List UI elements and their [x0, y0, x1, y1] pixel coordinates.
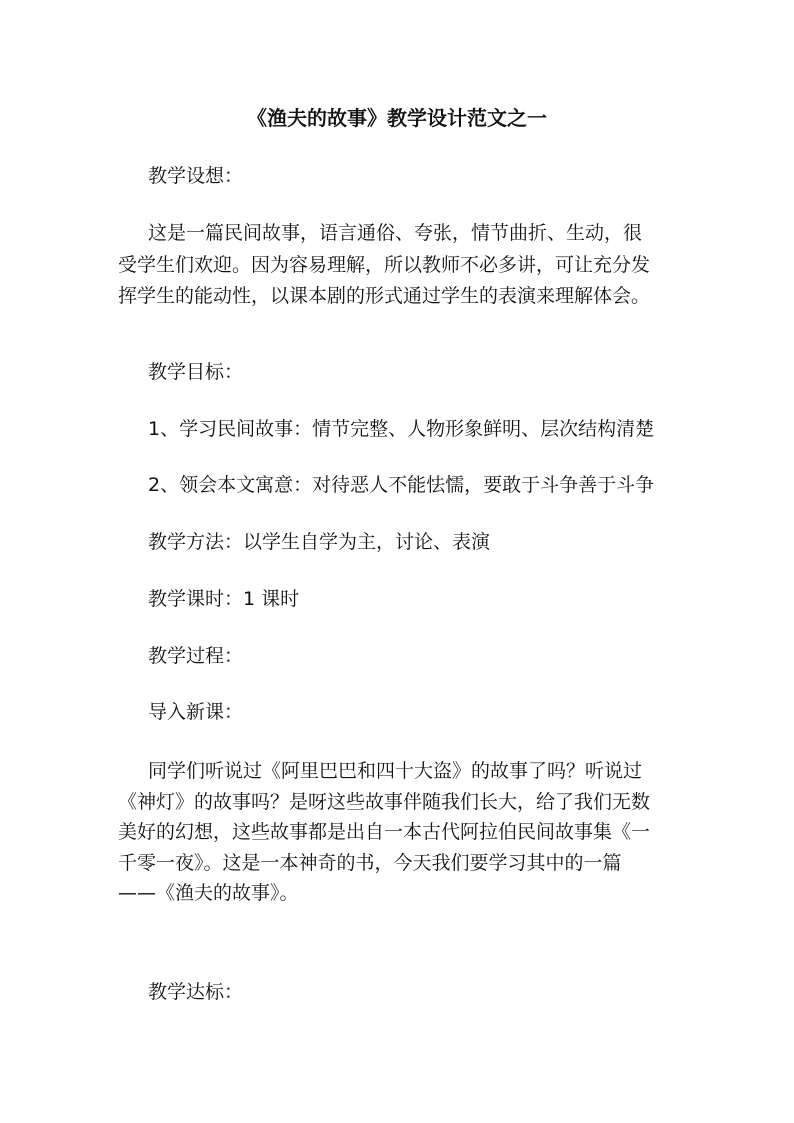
goal-item-2: 2、领会本文寓意：对待恶人不能怯懦，要敢于斗争善于斗争: [148, 474, 655, 496]
text-line: 挥学生的能动性，以课本剧的形式通过学生的表演来理解体会。: [118, 285, 651, 307]
paragraph-intro: [118, 756, 676, 909]
document-title: 《渔夫的故事》教学设计范文之一: [247, 106, 547, 130]
text-line: 这是一篇民间故事，语言通俗、夸张，情节曲折、生动，很: [148, 222, 643, 244]
heading-achievement: 教学达标：: [148, 981, 244, 1003]
paragraph-teaching-idea: [118, 218, 676, 313]
text-line: 千零一夜》。这是一本神奇的书，今天我们要学习其中的一篇: [118, 851, 622, 874]
teaching-hours: 教学课时：1 课时: [148, 588, 300, 610]
text-line: 同学们听说过《阿里巴巴和四十大盗》的故事了吗？听说过: [148, 760, 643, 782]
text-line: 《神灯》的故事吗？是呀这些故事伴随我们长大，给了我们无数: [118, 790, 651, 813]
heading-teaching-process: 教学过程：: [148, 645, 244, 667]
text-line: ——《渔夫的故事》。: [118, 882, 299, 904]
text-line: 受学生们欢迎。因为容易理解，所以教师不必多讲，可让充分发: [118, 253, 651, 276]
goal-item-1: 1、学习民间故事：情节完整、人物形象鲜明、层次结构清楚: [148, 418, 655, 440]
heading-intro: 导入新课：: [148, 701, 244, 723]
teaching-method: 教学方法：以学生自学为主，讨论、表演: [148, 531, 491, 553]
text-line: 美好的幻想，这些故事都是出自一本古代阿拉伯民间故事集《一: [118, 821, 651, 843]
heading-teaching-idea: 教学设想：: [148, 165, 244, 187]
heading-teaching-goals: 教学目标：: [148, 361, 244, 383]
